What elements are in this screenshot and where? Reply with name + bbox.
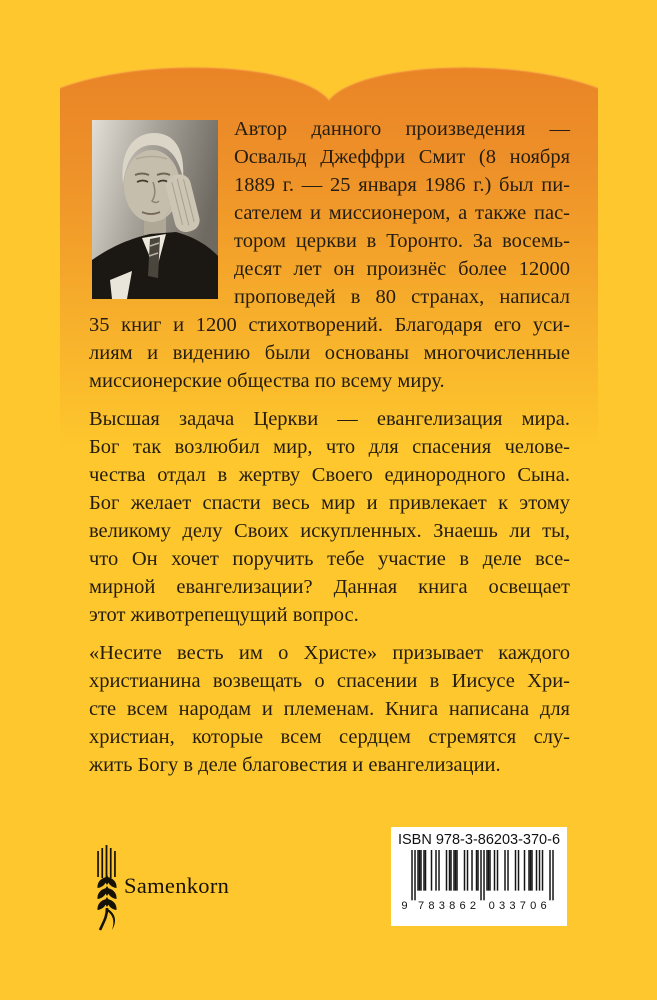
ean13-barcode — [399, 850, 559, 910]
mission-line: этот животрепещущий вопрос. — [89, 604, 359, 626]
bio-line: 35 книг и 1200 стихотворений. Благодаря его уси- — [89, 314, 570, 336]
bio-line: тором церкви в Торонто. За восемь- — [234, 230, 570, 252]
barcode-digit-lead: 9 — [401, 900, 408, 910]
mission-line: чества отдал в жертву Своего единородного Сына. — [89, 464, 570, 486]
barcode-box — [391, 827, 567, 926]
mission-line: Бог так возлюбил мир, что для спасения челове- — [89, 436, 570, 458]
mission-line: великому делу Своих искупленных. Знаешь ли ты, — [89, 520, 570, 542]
summary-line: сте всем народам и племенам. Книга написана для — [89, 698, 570, 720]
mission-line: Высшая задача Церкви — евангелизация мира. — [89, 408, 570, 430]
author-portrait-photo — [92, 120, 218, 299]
book-summary-paragraph — [89, 639, 570, 779]
mission-line: мирной евангелизации? Данная книга освещает — [89, 576, 570, 598]
bio-line: десят лет он произнёс более 12000 — [234, 258, 570, 280]
bio-line: Освальд Джеффри Смит (8 ноября — [234, 146, 570, 168]
summary-line: христианина возвещать о спасении в Иисусе Хри- — [89, 670, 570, 692]
publisher-name: Samenkorn — [124, 873, 230, 898]
bio-line: Автор данного произведения — — [234, 118, 570, 140]
bio-line: лиям и видению были основаны многочисленные — [89, 342, 570, 364]
back-cover-text — [89, 115, 570, 789]
mission-line: что Он хочет поручить тебе участие в деле все- — [89, 548, 570, 570]
publisher-logo — [92, 845, 312, 935]
isbn-label: ISBN 978-3-86203-370-6 — [397, 832, 561, 848]
summary-line: «Несите весть им о Христе» призывает каждого — [89, 642, 570, 664]
mission-line: Бог желает спасти весь мир и привлекает к этому — [89, 492, 570, 514]
bio-line: миссионерские общества по всему миру. — [89, 370, 445, 392]
mission-paragraph — [89, 405, 570, 629]
summary-line: жить Богу в деле благовестия и евангелизации. — [89, 754, 501, 776]
wheat-ear-icon — [92, 845, 122, 931]
bio-line: проповедей в 80 странах, написал — [234, 286, 570, 308]
author-bio-paragraph — [89, 115, 570, 395]
barcode-digits-left: 783862 — [418, 900, 477, 910]
bio-line: 1889 г. — 25 января 1986 г.) был пи- — [234, 174, 570, 196]
summary-line: христиан, которые всем сердцем стремятся слу- — [89, 726, 570, 748]
barcode-digits-right: 033706 — [488, 900, 547, 910]
bio-line: сателем и миссионером, а также пас- — [234, 202, 570, 224]
